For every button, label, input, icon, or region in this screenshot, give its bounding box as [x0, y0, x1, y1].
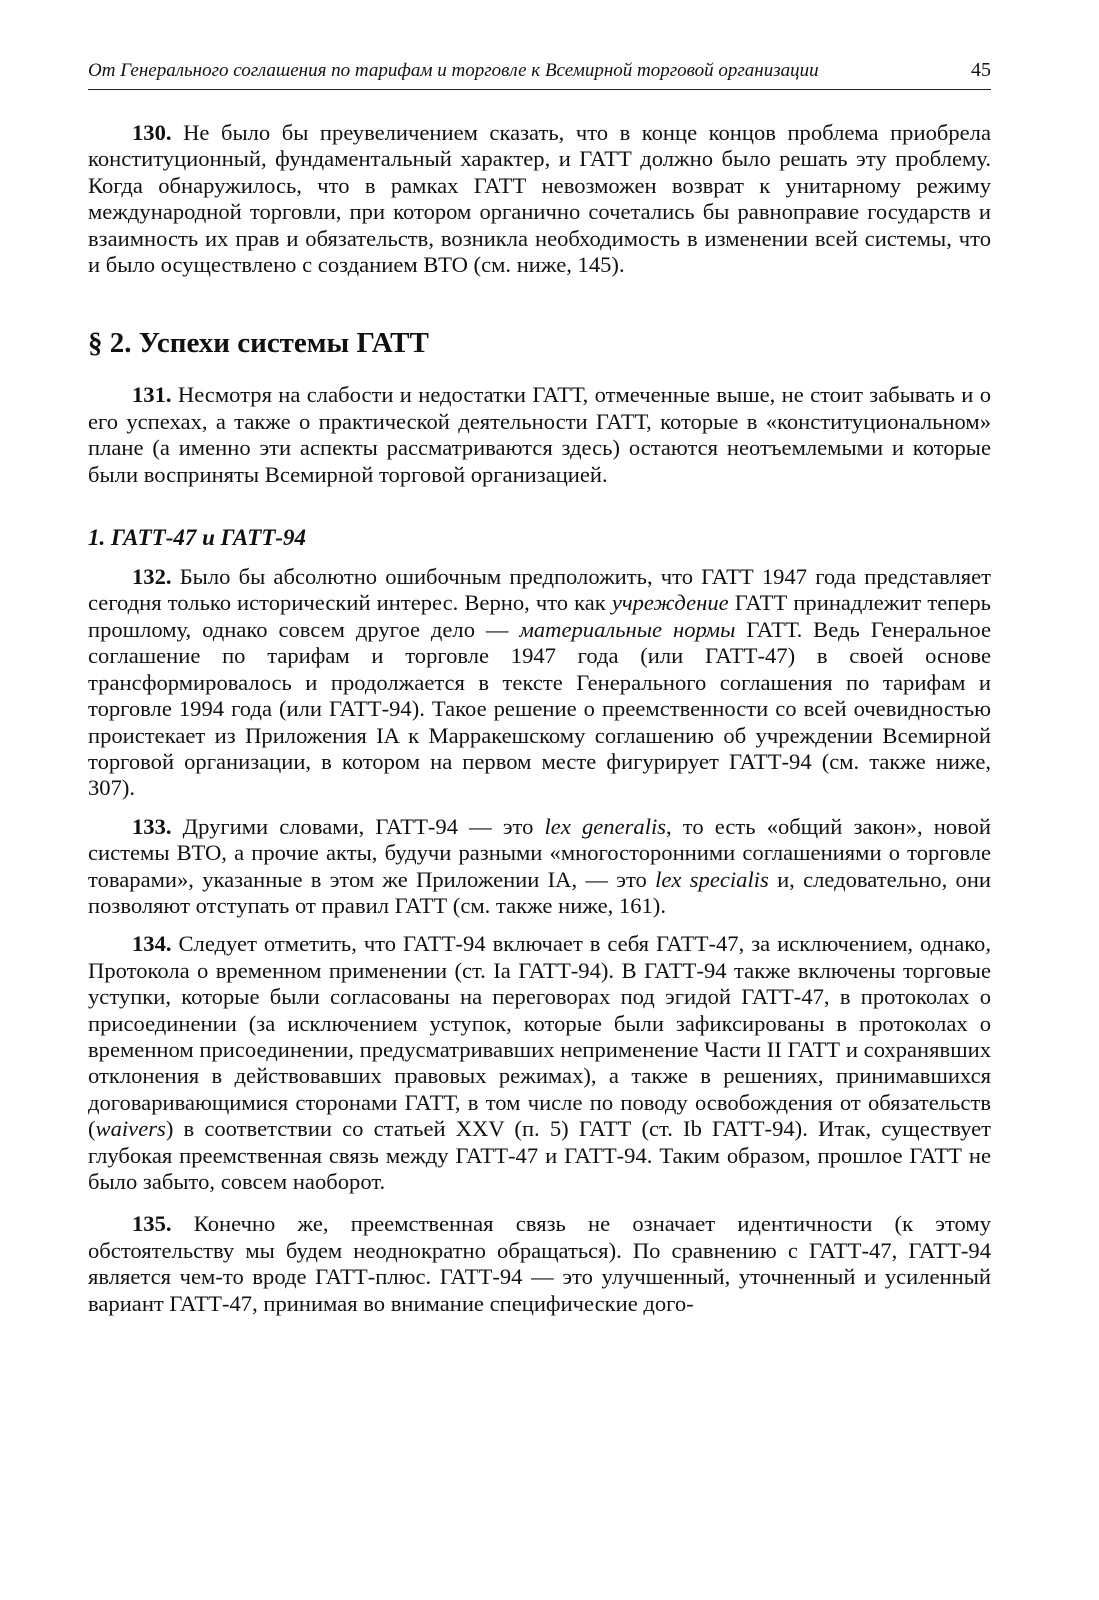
paragraph-text: ГАТТ принадлежит теперь прошлому, однако совсем другое дело — — [88, 590, 991, 642]
italic-term: материальные нормы — [519, 616, 736, 642]
italic-term: lex generalis — [544, 813, 667, 839]
paragraph-text: Следует отметить, что ГАТТ-94 включает в себя ГАТТ-47, за исключением, однако, Протокола о временном применении (ст. Ia ГАТТ-94). В ГАТТ-94 также включены торговые уступки, которые были согласованы на переговорах под эгидой ГАТТ-47, в протоколах о присоединении (за исключением уступок, которые были зафиксированы в протоколах о временном присоединении, предусматривавших неприменение Части II ГАТТ и сохранявших отклонения в действовавших правовых режимах), а также в решениях, принимавшихся договаривающимися сторонами ГАТТ, в том числе по поводу освобождения от обязательств ( — [88, 931, 991, 1142]
italic-term: учреждение — [611, 590, 729, 616]
paragraph-130 — [88, 120, 991, 278]
running-head-title: От Генерального соглашения по тарифам и торговле к Всемирной торговой организации — [88, 60, 819, 81]
paragraph-text: ГАТТ. Ведь Генеральное соглашение по тарифам и торговле 1947 года (или ГАТТ-47) в своей основе трансформировалось и продолжается в тексте Генерального соглашения по тарифам и торговле 1994 года (или ГАТТ-94). Такое решение о преемственности со всей очевидностью проистекает из Приложения IA к Марракешскому соглашению об учреждении Всемирной торговой организации, в котором на первом месте фигурирует ГАТТ-94 (см. также ниже, 307). — [88, 616, 991, 801]
italic-term: lex specialis — [655, 866, 769, 892]
paragraph-text: Было бы абсолютно ошибочным предположить, что ГАТТ 1947 года представляет сегодня только исторический интерес. Верно, что как — [88, 564, 991, 616]
paragraph-number: 135. — [132, 1211, 172, 1237]
subsection-heading: 1. ГАТТ-47 и ГАТТ-94 — [88, 525, 307, 551]
paragraph-135 — [88, 1211, 991, 1317]
running-head — [88, 58, 991, 90]
page — [88, 58, 991, 1317]
section-heading: § 2. Успехи системы ГАТТ — [88, 327, 429, 360]
paragraph-text: Конечно же, преемственная связь не означает идентичности (к этому обстоятельству мы будем неоднократно обращаться). По сравнению с ГАТТ-47, ГАТТ-94 является чем-то вроде ГАТТ-плюс. ГАТТ-94 — это улучшенный, уточненный и усиленный вариант ГАТТ-47, принимая во внимание специфические дого- — [88, 1211, 991, 1316]
paragraph-number: 134. — [132, 931, 172, 957]
paragraph-number: 131. — [132, 382, 172, 408]
paragraph-number: 130. — [132, 120, 172, 145]
page-number: 45 — [971, 59, 991, 81]
paragraph-131 — [88, 382, 991, 488]
paragraph-132 — [88, 564, 991, 802]
paragraph-text: Не было бы преувеличением сказать, что в конце концов проблема приобрела конституционный, фундаментальный характер, и ГАТТ должно было решать эту проблему. Когда обнаружилось, что в рамках ГАТТ невозможен возврат к унитарному режиму международной торговли, при котором органично сочетались бы равноправие государств и взаимность их прав и обязательств, возникла необходимость в изменении всей системы, что и было осуществлено с созданием ВТО (см. ниже, 145). — [88, 120, 991, 278]
paragraph-text: Несмотря на слабости и недостатки ГАТТ, отмеченные выше, не стоит забывать и о его успехах, а также о практической деятельности ГАТТ, которые в «конституциональном» плане (а именно эти аспекты рассматриваются здесь) остаются неотъемлемыми и которые были восприняты Всемирной торговой организацией. — [88, 382, 991, 487]
paragraph-text: и, следовательно, они позволяют отступать от правил ГАТТ (см. также ниже, 161). — [88, 866, 992, 918]
paragraph-133 — [88, 814, 991, 920]
paragraph-number: 133. — [132, 813, 172, 839]
paragraph-134 — [88, 931, 991, 1195]
italic-term: waivers — [95, 1116, 166, 1142]
paragraph-text: Другими словами, ГАТТ-94 — это — [171, 813, 545, 839]
paragraph-text: , то есть «общий закон», новой системы ВТО, а прочие акты, будучи разными «многосторонними соглашениями о торговле товарами», указанные в этом же Приложении IA, — это — [88, 813, 991, 892]
paragraph-number: 132. — [132, 564, 172, 590]
paragraph-text: ) в соответствии со статьей XXV (п. 5) ГАТТ (ст. Ib ГАТТ-94). Итак, существует глубокая преемственная связь между ГАТТ-47 и ГАТТ-94. Таким образом, прошлое ГАТТ не было забыто, совсем наоборот. — [88, 1116, 991, 1194]
